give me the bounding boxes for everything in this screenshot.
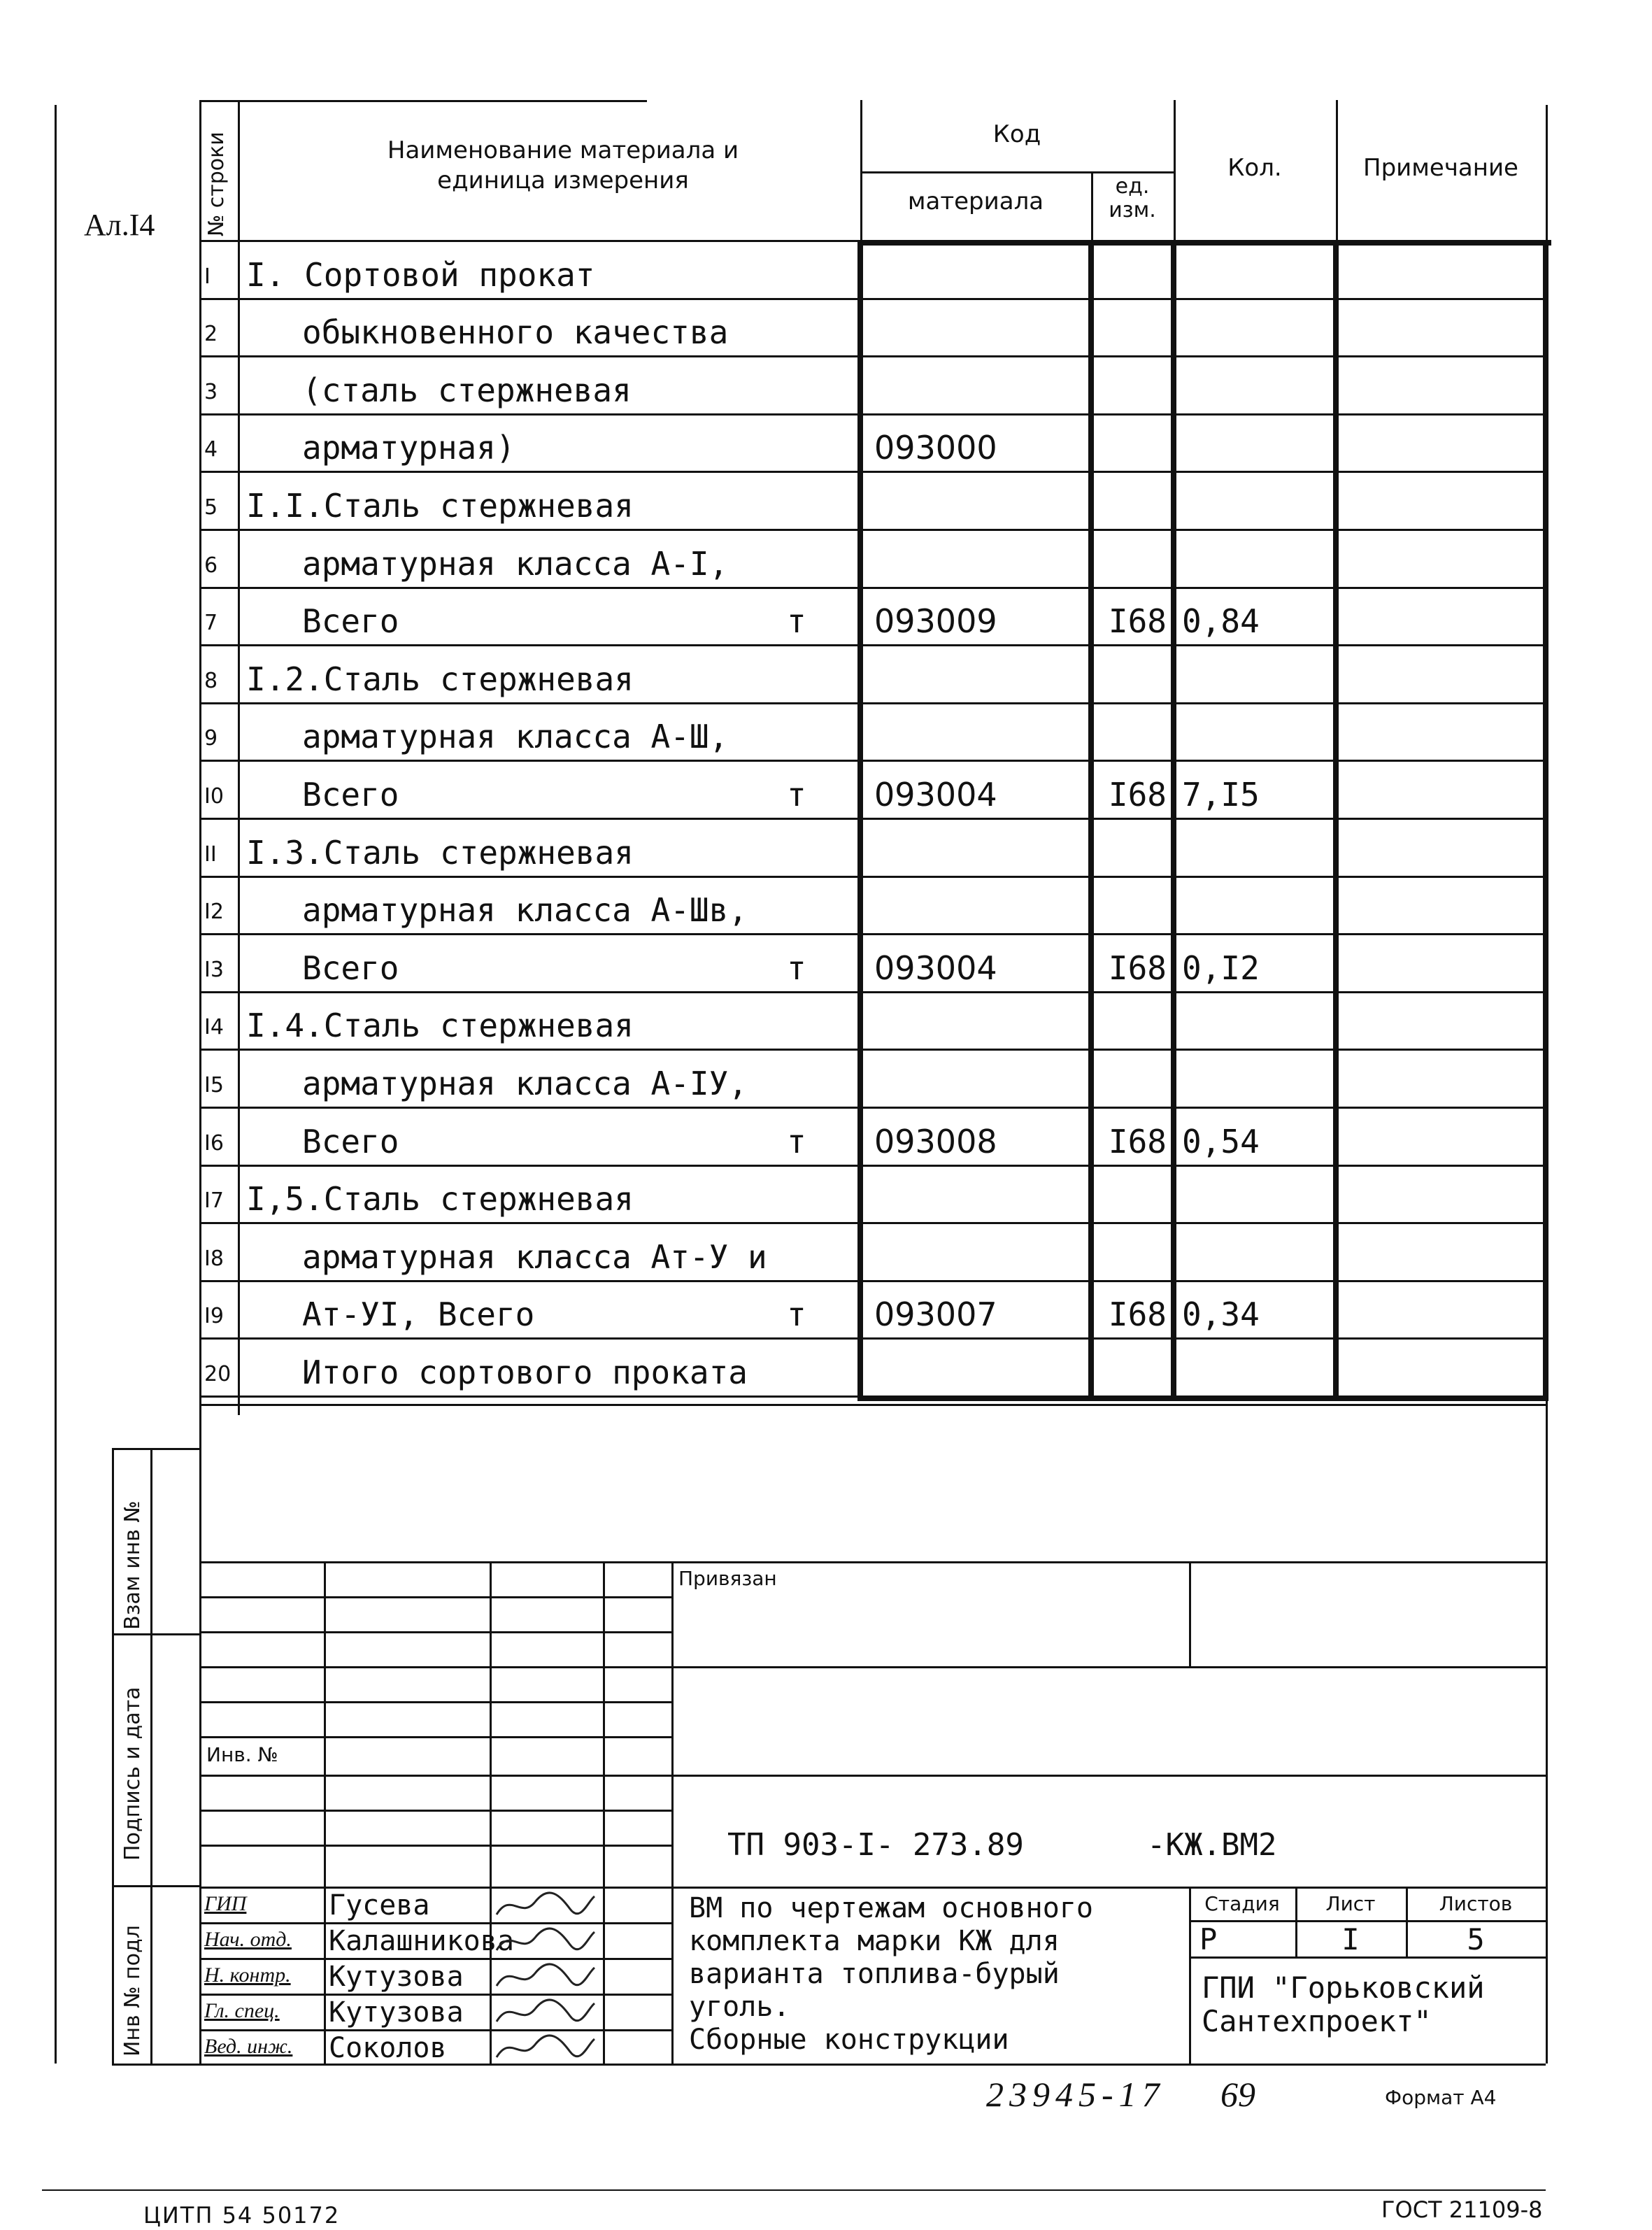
side-outer-line bbox=[112, 1448, 114, 2064]
org-line-1: ГПИ "Горьковский bbox=[1202, 1970, 1485, 2005]
material-name: I.I.Сталь стержневая bbox=[246, 487, 634, 525]
bottom-left-code: ЦИТП 54 50172 bbox=[143, 2202, 341, 2229]
row-separator bbox=[199, 760, 1546, 762]
row-number: I9 bbox=[204, 1304, 224, 1328]
row-number: I6 bbox=[204, 1131, 224, 1156]
material-name: I.4.Сталь стержневая bbox=[246, 1007, 634, 1044]
quantity: 0,84 bbox=[1182, 602, 1260, 640]
quantity: 7,I5 bbox=[1182, 776, 1260, 814]
unit: т bbox=[787, 1295, 806, 1333]
row-separator bbox=[199, 471, 1546, 473]
signature-scribble bbox=[493, 1995, 598, 2034]
sheet-ref: Ал.I4 bbox=[84, 208, 155, 242]
row-number: 8 bbox=[204, 669, 218, 693]
signer-role: Нач. отд. bbox=[204, 1928, 292, 1951]
row-separator bbox=[199, 413, 1546, 416]
row-separator bbox=[199, 1222, 1546, 1224]
material-name: арматурная класса А-Ш, bbox=[302, 718, 729, 755]
note-header: Примечание bbox=[1363, 154, 1518, 182]
signer-role: Гл. спец. bbox=[204, 1999, 280, 2022]
side-top-line bbox=[112, 1448, 199, 1450]
name-header-line1: Наименование материала и bbox=[387, 136, 739, 164]
row-number: 9 bbox=[204, 726, 218, 751]
tb-line-6 bbox=[199, 1736, 671, 1738]
material-code: 093004 bbox=[874, 949, 997, 987]
material-name: Всего bbox=[302, 1123, 399, 1160]
signature-scribble bbox=[493, 1924, 598, 1963]
row-separator bbox=[199, 1107, 1546, 1109]
signer-role: Н. контр. bbox=[204, 1963, 291, 1987]
description-line-3: варианта топлива-бурый bbox=[689, 1958, 1060, 1990]
quantity: 0,54 bbox=[1182, 1123, 1260, 1160]
unit-header-line2: изм. bbox=[1109, 198, 1156, 222]
tb-line-9 bbox=[199, 1845, 671, 1847]
material-name: Всего bbox=[302, 602, 399, 640]
top-line bbox=[199, 100, 647, 102]
inv-podl-label: Инв № подл bbox=[120, 1925, 145, 2057]
tb-line-10 bbox=[199, 1887, 1546, 1889]
tb-col-1 bbox=[324, 1561, 326, 2064]
name-header-line2: единица измерения bbox=[437, 166, 689, 194]
unit-header bbox=[1091, 175, 1174, 222]
row-separator bbox=[199, 1280, 1546, 1282]
unit: т bbox=[787, 776, 806, 814]
unit-header-line1: ед. bbox=[1115, 174, 1150, 199]
tb-col-privyazan bbox=[1189, 1561, 1191, 1666]
row-number: I4 bbox=[204, 1015, 224, 1039]
row-number: 6 bbox=[204, 553, 218, 578]
material-name: Всего bbox=[302, 949, 399, 987]
side-div-2 bbox=[112, 1885, 199, 1887]
unit: т bbox=[787, 602, 806, 640]
row-separator bbox=[199, 1165, 1546, 1167]
doc-code: ТП 903-I- 273.89 bbox=[727, 1827, 1024, 1863]
material-code: 093000 bbox=[874, 429, 997, 467]
row-separator bbox=[199, 991, 1546, 993]
tb-line-2 bbox=[199, 1596, 671, 1598]
tb-line-11 bbox=[199, 1922, 671, 1924]
material-code: 093004 bbox=[874, 776, 997, 814]
row-separator bbox=[199, 587, 1546, 589]
tb-line-7 bbox=[199, 1775, 1546, 1777]
side-inner-line bbox=[150, 1448, 152, 2064]
tb-line-14 bbox=[199, 2029, 671, 2031]
tb-line-8 bbox=[199, 1810, 671, 1812]
format-label: Формат А4 bbox=[1385, 2086, 1497, 2109]
bottom-rule bbox=[42, 2189, 1546, 2191]
left-margin-line bbox=[55, 105, 57, 2064]
tb-col-4 bbox=[671, 1561, 674, 2064]
unit-code: I68 bbox=[1108, 949, 1167, 987]
material-code: 093007 bbox=[874, 1295, 997, 1333]
tb-bottom-line bbox=[112, 2064, 1546, 2066]
inv-no-label: Инв. № bbox=[206, 1743, 278, 1766]
stage-label: Стадия bbox=[1204, 1892, 1280, 1915]
table-end-line bbox=[199, 1404, 1546, 1406]
signer-name: Кутузова bbox=[329, 1996, 464, 2029]
doc-mark: -КЖ.ВМ2 bbox=[1147, 1827, 1277, 1863]
row-number: I2 bbox=[204, 900, 224, 924]
qty-header: Кол. bbox=[1227, 154, 1282, 182]
row-separator bbox=[199, 1049, 1546, 1051]
row-separator bbox=[199, 702, 1546, 704]
row-separator bbox=[199, 933, 1546, 935]
row-separator bbox=[199, 1395, 1546, 1398]
unit-code: I68 bbox=[1108, 1123, 1167, 1160]
signer-name: Кутузова bbox=[329, 1961, 464, 1993]
material-name: арматурная класса А-IУ, bbox=[302, 1065, 748, 1102]
tb-org-line bbox=[1189, 1956, 1546, 1959]
row-separator bbox=[199, 876, 1546, 878]
row-number: II bbox=[204, 842, 217, 867]
row-separator bbox=[199, 818, 1546, 820]
tb-col-3 bbox=[603, 1561, 605, 2064]
signer-name: Гусева bbox=[329, 1889, 430, 1922]
row-number: 5 bbox=[204, 495, 218, 520]
signer-role: ГИП bbox=[204, 1892, 247, 1915]
sheet-label: Лист bbox=[1325, 1892, 1376, 1915]
row-separator bbox=[199, 644, 1546, 646]
row-number: 7 bbox=[204, 611, 218, 635]
archive-number: 23945-17 bbox=[986, 2075, 1165, 2114]
material-code: 093008 bbox=[874, 1123, 997, 1160]
material-name: (сталь стержневая bbox=[302, 371, 632, 409]
tb-line-1 bbox=[199, 1561, 1546, 1563]
material-name: арматурная) bbox=[302, 429, 515, 467]
signature-scribble bbox=[493, 2031, 598, 2070]
material-name: I.2.Сталь стержневая bbox=[246, 660, 634, 698]
signer-name: Калашникова bbox=[329, 1925, 514, 1957]
row-separator bbox=[199, 1337, 1546, 1340]
title-left-line bbox=[199, 1448, 201, 2064]
podpis-label: Подпись и дата bbox=[120, 1686, 145, 1861]
quantity: 0,34 bbox=[1182, 1295, 1260, 1333]
bottom-right-code: ГОСТ 21109-8 bbox=[1381, 2196, 1543, 2223]
tb-line-5 bbox=[199, 1701, 671, 1703]
material-name: арматурная класса Ат-У и bbox=[302, 1238, 767, 1276]
side-div-1 bbox=[112, 1633, 199, 1635]
organization bbox=[1202, 1971, 1485, 2038]
tb-line-13 bbox=[199, 1994, 671, 1996]
material-name: обыкновенного качества bbox=[302, 313, 729, 351]
header-bottom-line bbox=[199, 240, 860, 242]
unit: т bbox=[787, 1123, 806, 1160]
row-number: I0 bbox=[204, 784, 224, 809]
unit: т bbox=[787, 949, 806, 987]
vzam-label: Взам инв № bbox=[120, 1500, 145, 1630]
row-number: 3 bbox=[204, 380, 218, 404]
material-name: I.3.Сталь стержневая bbox=[246, 834, 634, 872]
row-number: 20 bbox=[204, 1362, 232, 1386]
row-number: I5 bbox=[204, 1073, 224, 1098]
signature-scribble bbox=[493, 1888, 598, 1927]
privyazan-label: Привязан bbox=[678, 1567, 777, 1590]
rownum-divider bbox=[238, 100, 240, 1415]
code-sub-line bbox=[860, 171, 1174, 173]
frame-left-line bbox=[199, 100, 201, 1450]
unit-code: I68 bbox=[1108, 1295, 1167, 1333]
row-number: 4 bbox=[204, 437, 218, 462]
unit-code: I68 bbox=[1108, 776, 1167, 814]
stage-value: Р bbox=[1199, 1922, 1218, 1956]
sheet-value: I bbox=[1341, 1922, 1360, 1956]
org-line-2: Сантехпроект" bbox=[1202, 2004, 1432, 2038]
doc-description bbox=[689, 1892, 1093, 2057]
unit-code: I68 bbox=[1108, 602, 1167, 640]
material-name: I. Сортовой прокат bbox=[246, 256, 595, 294]
signer-name: Соколов bbox=[329, 2032, 447, 2064]
sheets-label: Листов bbox=[1439, 1892, 1513, 1915]
material-name: арматурная класса А-I, bbox=[302, 545, 729, 583]
row-number: I7 bbox=[204, 1188, 224, 1213]
material-name: Ат-УI, Всего bbox=[302, 1295, 535, 1333]
code-header: Код bbox=[992, 120, 1041, 148]
material-header: материала bbox=[907, 187, 1044, 215]
row-separator bbox=[199, 355, 1546, 357]
material-name: Итого сортового проката bbox=[302, 1354, 748, 1391]
tb-col-2 bbox=[490, 1561, 492, 2064]
row-separator bbox=[199, 529, 1546, 531]
material-code: 093009 bbox=[874, 602, 997, 640]
rownum-header: № строки bbox=[204, 132, 229, 236]
row-number: I8 bbox=[204, 1247, 224, 1271]
thick-top bbox=[860, 240, 1551, 246]
tb-line-4 bbox=[199, 1666, 1546, 1668]
material-name: арматурная класса А-Шв, bbox=[302, 891, 748, 929]
description-line-2: комплекта марки КЖ для bbox=[689, 1925, 1060, 1957]
row-number: I3 bbox=[204, 958, 224, 982]
row-number: I bbox=[204, 264, 211, 289]
row-separator bbox=[199, 298, 1546, 300]
signer-role: Вед. инж. bbox=[204, 2035, 293, 2058]
description-line-5: Сборные конструкции bbox=[689, 2024, 1009, 2056]
signature-scribble bbox=[493, 1959, 598, 1998]
row-number: 2 bbox=[204, 322, 218, 346]
sheets-value: 5 bbox=[1467, 1922, 1485, 1956]
page-number: 69 bbox=[1220, 2075, 1255, 2114]
quantity: 0,I2 bbox=[1182, 949, 1260, 987]
tb-line-12 bbox=[199, 1958, 671, 1960]
material-name: I,5.Сталь стержневая bbox=[246, 1180, 634, 1218]
description-line-1: ВМ по чертежам основного bbox=[689, 1892, 1093, 1924]
material-name: Всего bbox=[302, 776, 399, 814]
tb-line-3 bbox=[199, 1631, 671, 1633]
description-line-4: уголь. bbox=[689, 1991, 790, 2023]
